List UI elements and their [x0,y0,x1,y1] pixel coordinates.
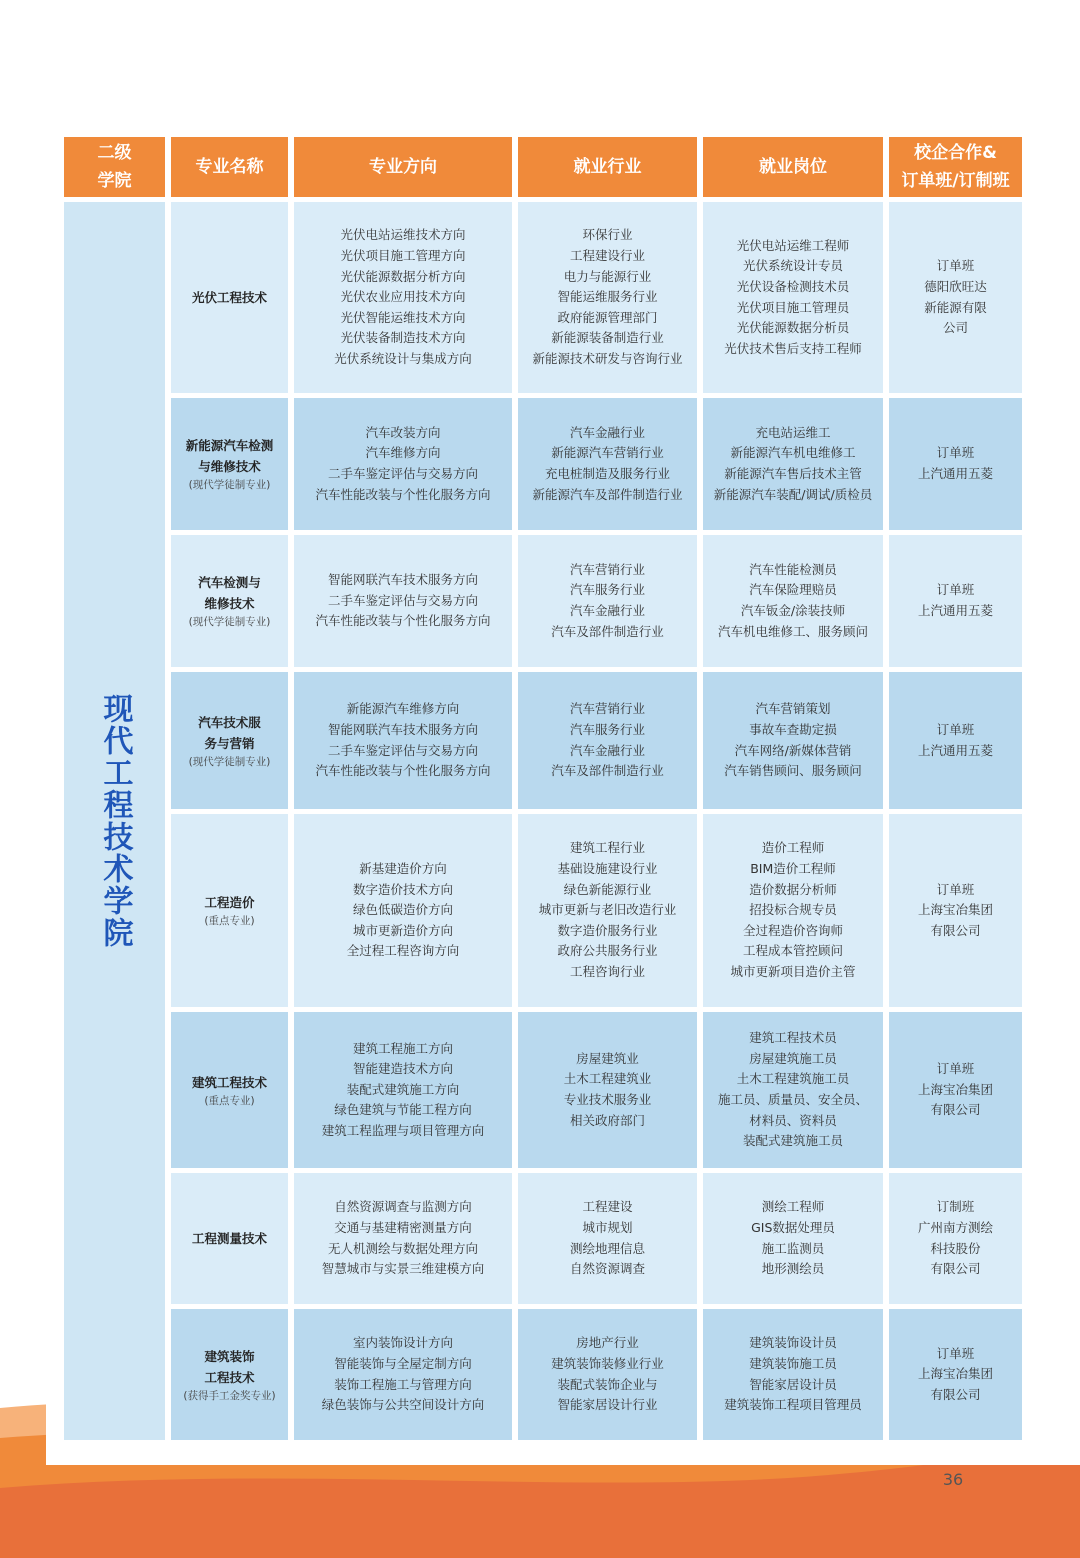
table-cell [171,202,288,393]
major-name: 汽车检测与 [198,575,261,590]
major-name-cell [171,398,288,530]
cooperation-cell [889,1309,1022,1440]
position-item: 光伏电站运维工程师 [736,237,850,253]
industry-cell [518,672,697,809]
industry-cell [518,1012,697,1168]
industry-item: 装配式装饰企业与 [557,1376,658,1392]
direction-item: 光伏装备制造技术方向 [340,330,466,346]
industry-item: 自然资源调查 [569,1261,645,1277]
position-item: 土木工程建筑施工员 [736,1071,850,1087]
position-item: 汽车营销策划 [755,701,831,717]
direction-item: 光伏智能运维技术方向 [340,309,466,325]
table-cell [171,672,288,809]
industry-item: 汽车金融行业 [569,424,645,440]
table-cell [518,398,697,530]
direction-item: 新基建造价方向 [359,861,447,877]
major-name-cell [171,535,288,667]
major-name: 维修技术 [204,596,255,611]
industry-cell [518,1173,697,1304]
industry-item: 相关政府部门 [569,1112,645,1128]
position-item: 工程成本管控顾问 [742,943,843,959]
cooperation-item: 公司 [942,320,968,336]
position-item: BIM造价工程师 [750,861,836,877]
table-cell [703,672,883,809]
major-name-cell [171,1173,288,1304]
major-note: (现代学徒制专业) [188,479,271,491]
table-cell [518,202,697,393]
direction-cell [294,672,512,809]
industry-item: 汽车金融行业 [569,742,645,758]
direction-item: 光伏系统设计与集成方向 [334,350,472,366]
direction-item: 汽车性能改装与个性化服务方向 [315,486,491,502]
industry-item: 工程咨询行业 [569,963,645,979]
table-cell [889,1173,1022,1304]
direction-item: 汽车性能改装与个性化服务方向 [315,613,491,629]
header-college-line1: 二级 [97,143,132,163]
college-name: 现代工程技术学院 [97,693,133,949]
table-cell [294,202,512,393]
major-note: (现代学徒制专业) [188,755,271,768]
position-item: 建筑装饰施工员 [749,1355,837,1371]
cooperation-item: 订单班 [936,445,975,461]
cooperation-item: 上汽通用五菱 [917,742,993,758]
position-item: 测绘工程师 [761,1199,825,1215]
table-cell [171,398,288,530]
direction-item: 新能源汽车维修方向 [346,701,460,717]
position-item: 新能源汽车售后技术主管 [724,466,862,481]
industry-cell [518,1309,697,1440]
table-cell [518,535,697,667]
direction-item: 全过程工程咨询方向 [346,943,460,959]
college-cell [64,202,165,1440]
direction-item: 光伏项目施工管理方向 [340,248,466,264]
position-cell [703,1173,883,1304]
industry-item: 工程建设 [582,1199,633,1215]
position-item: 材料员、资料员 [749,1112,837,1128]
major-name: 建筑工程技术 [191,1074,267,1090]
major-name: 汽车技术服 [198,714,261,730]
page-number: 36 [942,1470,964,1489]
industry-item: 数字造价服务行业 [557,922,658,938]
position-item: 造价数据分析师 [749,881,837,897]
industry-item: 汽车及部件制造行业 [551,623,664,639]
industry-item: 充电桩制造及服务行业 [544,466,670,481]
direction-item: 光伏电站运维技术方向 [340,227,466,243]
industry-item: 建筑装饰装修业行业 [551,1355,664,1371]
direction-item: 光伏农业应用技术方向 [340,289,466,305]
industry-item: 新能源装备制造行业 [551,330,664,346]
position-item: 智能家居设计员 [749,1376,837,1392]
major-name-cell [171,672,288,809]
header-major: 专业名称 [171,137,288,197]
position-item: 汽车性能检测员 [749,561,837,577]
position-item: 建筑装饰工程项目管理员 [724,1397,862,1413]
table-cell [171,1309,288,1440]
industry-item: 测绘地理信息 [569,1240,645,1256]
direction-cell [294,1173,512,1304]
header-cooperation-line2: 订单班/订制班 [901,171,1010,191]
position-item: 光伏项目施工管理员 [736,299,850,315]
industry-cell [518,202,697,393]
major-note: (重点专业) [204,915,255,927]
direction-item: 装配式建筑施工方向 [346,1081,460,1097]
major-name: 光伏工程技术 [191,290,267,305]
cooperation-item: 有限公司 [930,1261,981,1277]
cooperation-item: 上海宝冶集团 [917,902,993,918]
cooperation-cell [889,535,1022,667]
table-cell [518,814,697,1007]
table-cell [171,1012,288,1168]
industry-item: 汽车营销行业 [569,561,645,577]
position-item: 施工监测员 [761,1240,825,1256]
industry-item: 汽车金融行业 [569,603,645,618]
direction-cell [294,1012,512,1168]
industry-item: 土木工程建筑业 [563,1071,652,1087]
header-industry: 就业行业 [518,137,697,197]
direction-item: 智能装饰与全屋定制方向 [334,1355,472,1371]
position-cell [703,398,883,530]
industry-item: 汽车营销行业 [569,701,645,717]
table-cell [889,814,1022,1007]
table-cell [889,202,1022,393]
table-cell [703,535,883,667]
major-note: (获得手工金奖专业) [183,1389,276,1402]
cooperation-item: 新能源有限 [924,299,987,315]
cooperation-item: 德阳欣旺达 [924,278,987,294]
position-cell [703,1309,883,1440]
header-cooperation [889,137,1022,197]
major-name: 建筑装饰 [204,1348,255,1364]
industry-cell [518,398,697,530]
header-direction: 专业方向 [294,137,512,197]
major-name: 工程技术 [204,1369,255,1385]
direction-item: 智能建造技术方向 [352,1061,453,1077]
major-table [64,137,1016,1436]
table-cell [294,1309,512,1440]
cooperation-item: 订单班 [936,258,975,274]
table-cell [889,398,1022,530]
direction-cell [294,535,512,667]
position-item: 建筑工程技术员 [749,1030,837,1046]
direction-item: 无人机测绘与数据处理方向 [327,1240,478,1256]
table-cell [889,535,1022,667]
direction-cell [294,1309,512,1440]
major-name-cell [171,1309,288,1440]
cooperation-item: 订单班 [936,1061,975,1077]
cooperation-item: 订单班 [936,721,975,737]
cooperation-item: 订单班 [936,881,975,897]
industry-cell [518,814,697,1007]
direction-item: 建筑工程监理与项目管理方向 [321,1122,485,1138]
table-cell [518,1012,697,1168]
direction-item: 数字造价技术方向 [352,881,453,897]
major-name: 工程造价 [204,895,255,910]
cooperation-cell [889,1012,1022,1168]
direction-item: 绿色建筑与节能工程方向 [334,1102,472,1118]
table-cell [889,1309,1022,1440]
position-item: 光伏系统设计专员 [742,258,843,274]
header-cooperation-line1: 校企合作& [914,143,997,163]
cooperation-cell [889,1173,1022,1304]
position-item: 光伏能源数据分析员 [736,320,850,336]
direction-item: 绿色装饰与公共空间设计方向 [321,1397,485,1413]
position-item: 招投标合规专员 [749,902,837,918]
industry-item: 工程建设行业 [569,248,645,264]
direction-item: 汽车改装方向 [365,424,441,440]
industry-item: 汽车服务行业 [569,721,645,737]
position-item: 汽车销售顾问、服务顾问 [724,763,862,779]
direction-item: 二手车鉴定评估与交易方向 [327,592,478,608]
direction-item: 智能网联汽车技术服务方向 [327,721,478,737]
direction-item: 智慧城市与实景三维建模方向 [321,1261,485,1277]
table-cell [294,1012,512,1168]
table-cell [518,1309,697,1440]
position-item: 汽车网络/新媒体营销 [734,742,852,758]
position-item: 汽车机电维修工、服务顾问 [717,623,868,639]
cooperation-item: 上海宝冶集团 [917,1366,993,1382]
table-cell [518,672,697,809]
direction-cell [294,202,512,393]
industry-item: 汽车服务行业 [569,582,645,598]
direction-item: 智能网联汽车技术服务方向 [327,572,478,588]
cooperation-cell [889,814,1022,1007]
header-college [64,137,165,197]
position-item: 汽车钣金/涂装技师 [740,603,846,618]
industry-item: 绿色新能源行业 [563,881,652,897]
position-cell [703,202,883,393]
table-cell [294,814,512,1007]
table-cell [171,535,288,667]
table-cell [171,1173,288,1304]
direction-item: 建筑工程施工方向 [352,1040,453,1056]
position-cell [703,1012,883,1168]
position-item: 装配式建筑施工员 [742,1133,843,1149]
position-cell [703,535,883,667]
direction-cell [294,398,512,530]
direction-item: 自然资源调查与监测方向 [334,1199,472,1215]
cooperation-item: 订单班 [936,1345,975,1361]
cooperation-item: 上汽通用五菱 [917,603,993,618]
major-name: 务与营销 [204,735,255,751]
direction-item: 城市更新造价方向 [352,922,453,938]
direction-item: 绿色低碳造价方向 [352,902,453,918]
major-name: 工程测量技术 [191,1231,267,1246]
cooperation-item: 广州南方测绘 [917,1219,993,1235]
position-item: 光伏技术售后支持工程师 [724,340,862,356]
industry-item: 智能运维服务行业 [557,289,658,305]
cooperation-item: 科技股份 [930,1240,981,1256]
cooperation-item: 有限公司 [930,922,981,938]
table-cell [518,1173,697,1304]
cooperation-item: 有限公司 [930,1386,981,1402]
position-item: 地形测绘员 [761,1261,825,1277]
position-item: 光伏设备检测技术员 [736,278,850,294]
table-cell [703,1309,883,1440]
position-cell [703,672,883,809]
industry-item: 城市更新与老旧改造行业 [538,902,677,918]
industry-item: 智能家居设计行业 [557,1397,658,1413]
position-item: 事故车查勘定损 [749,721,837,737]
direction-item: 交通与基建精密测量方向 [334,1219,472,1235]
major-name: 与维修技术 [198,459,261,474]
table-cell [703,1173,883,1304]
cooperation-item: 上汽通用五菱 [917,466,993,481]
industry-item: 环保行业 [582,227,633,243]
table-cell [889,1012,1022,1168]
table-cell [294,1173,512,1304]
major-note: (重点专业) [204,1094,255,1107]
position-item: 全过程造价咨询师 [742,922,843,938]
cooperation-cell [889,398,1022,530]
major-name-cell [171,1012,288,1168]
table-cell [703,202,883,393]
position-item: 建筑装饰设计员 [749,1335,837,1351]
cooperation-item: 订单班 [936,582,975,598]
industry-item: 汽车及部件制造行业 [551,763,664,779]
direction-item: 室内装饰设计方向 [352,1335,453,1351]
industry-item: 房屋建筑业 [576,1050,639,1066]
table-cell [703,1012,883,1168]
table-cell [294,398,512,530]
industry-item: 建筑工程行业 [569,840,645,856]
position-item: 城市更新项目造价主管 [730,963,856,979]
table-cell [703,398,883,530]
major-name-cell [171,814,288,1007]
cooperation-cell [889,202,1022,393]
table-cell [294,672,512,809]
industry-item: 新能源汽车营销行业 [551,445,664,461]
industry-item: 政府公共服务行业 [557,943,658,959]
industry-item: 政府能源管理部门 [557,309,658,325]
position-item: 汽车保险理赔员 [749,582,837,598]
position-item: 新能源汽车装配/调试/质检员 [713,486,873,502]
major-note: (现代学徒制专业) [188,616,271,628]
industry-item: 新能源技术研发与咨询行业 [532,350,683,366]
direction-item: 二手车鉴定评估与交易方向 [327,466,478,481]
major-name: 新能源汽车检测 [185,438,274,453]
header-position: 就业岗位 [703,137,883,197]
industry-item: 房地产行业 [576,1335,639,1351]
direction-item: 汽车维修方向 [365,445,441,461]
table-cell [889,672,1022,809]
industry-item: 电力与能源行业 [563,268,652,284]
position-item: 新能源汽车机电维修工 [730,445,856,461]
direction-cell [294,814,512,1007]
industry-cell [518,535,697,667]
position-item: 施工员、质量员、安全员、 [717,1092,868,1107]
direction-item: 装饰工程施工与管理方向 [334,1376,472,1392]
table-cell [294,535,512,667]
cooperation-item: 订制班 [936,1199,975,1215]
major-name-cell [171,202,288,393]
cooperation-item: 上海宝冶集团 [917,1081,993,1097]
direction-item: 光伏能源数据分析方向 [340,268,466,284]
industry-item: 城市规划 [582,1219,633,1235]
industry-item: 新能源汽车及部件制造行业 [532,486,683,502]
table-cell [703,814,883,1007]
position-item: GIS数据处理员 [751,1219,835,1235]
header-college-line2: 学院 [97,171,132,191]
direction-item: 汽车性能改装与个性化服务方向 [315,763,491,779]
table-cell [171,814,288,1007]
direction-item: 二手车鉴定评估与交易方向 [327,742,478,758]
position-item: 充电站运维工 [755,424,831,440]
industry-item: 专业技术服务业 [563,1092,652,1107]
position-item: 房屋建筑施工员 [749,1050,837,1066]
position-item: 造价工程师 [761,840,825,856]
cooperation-item: 有限公司 [930,1102,981,1118]
position-cell [703,814,883,1007]
industry-item: 基础设施建设行业 [557,861,658,877]
cooperation-cell [889,672,1022,809]
